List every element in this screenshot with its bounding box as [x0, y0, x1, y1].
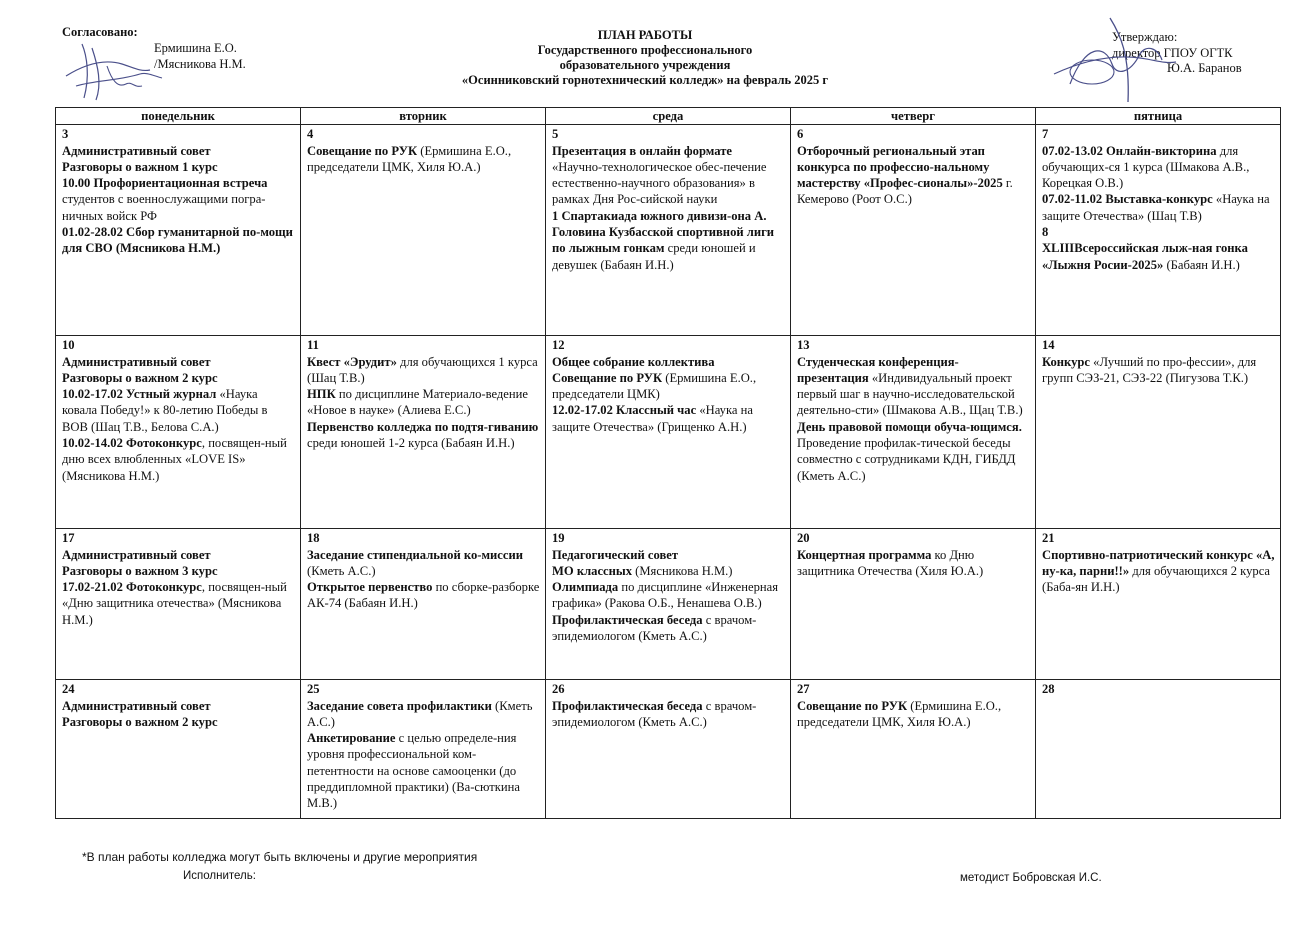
event-item: [1042, 547, 1275, 596]
event-item: [552, 547, 785, 563]
event-details: «Наука ковала Победу!» к 80-летию Победы в ВОВ (Шац Т.В., Белова С.А.): [62, 387, 268, 434]
event-item: [62, 579, 295, 628]
day-cell: [546, 529, 791, 680]
day-number: 14: [1042, 338, 1055, 353]
event-item: [552, 402, 785, 435]
event-title: НПК: [307, 387, 336, 402]
event-item: [1042, 240, 1275, 273]
event-title: 01.02-28.02 Сбор гуманитарной по-мощи для СВО (Мясникова Н.М.): [62, 225, 293, 256]
signature-left-icon: [62, 36, 172, 106]
day-cell: [546, 125, 791, 336]
day-cell: [56, 529, 301, 680]
event-item: [307, 579, 540, 612]
day-cell: [791, 680, 1036, 819]
event-item: [62, 563, 295, 579]
event-item: [797, 698, 1030, 731]
event-title: Административный совет: [62, 547, 211, 562]
day-number: 26: [552, 682, 565, 697]
event-title: День правовой помощи обуча-ющимся.: [797, 419, 1022, 434]
event-title: Совещание по РУК: [552, 370, 663, 385]
event-item: [307, 419, 540, 452]
day-cell: [791, 125, 1036, 336]
event-details: г. Кемерово (Роот О.С.): [797, 176, 1013, 207]
event-title: XLIIIВсероссийская лыж-ная гонка «Лыжня Росии-2025»: [1042, 241, 1248, 272]
event-item: [797, 143, 1030, 208]
event-details: «Индивидуальный проект первый шаг в научно-исследовательской деятельно-сти» (Шмакова А.В., Щац Т.В.): [797, 370, 1023, 418]
event-title: Административный совет: [62, 698, 211, 713]
event-title: Конкурс: [1042, 354, 1091, 369]
event-title: Разговоры о важном 3 курс: [62, 563, 218, 578]
event-title: Концертная программа: [797, 547, 932, 562]
event-details: , посвящен-ный дню всех влюбленных «LOVE IS» (Мясникова Н.М.): [62, 436, 287, 483]
day-number: 20: [797, 531, 810, 546]
event-details: для обучающихся 2 курса (Баба-ян И.Н.): [1042, 563, 1271, 595]
day-header: пятница: [1036, 108, 1281, 125]
event-title: Заседание совета профилактики: [307, 698, 492, 713]
week-row: [56, 336, 1281, 529]
day-cell: [301, 125, 546, 336]
event-item: [62, 175, 295, 224]
document-header: [380, 28, 910, 88]
event-title: Совещание по РУК: [797, 698, 908, 713]
event-item: [552, 143, 785, 208]
event-details: для обучающих-ся 1 курса (Шмакова А.В., Корецкая О.В.): [1042, 143, 1250, 191]
event-item: [307, 143, 540, 176]
event-item: [1042, 224, 1275, 240]
event-details: «Лучший по про-фессии», для групп СЭЗ-21, СЭЗ-22 (Пигузова Т.К.): [1042, 354, 1257, 385]
event-title: Совещание по РУК: [307, 143, 418, 158]
day-number: 12: [552, 338, 565, 353]
event-title: Олимпиада: [552, 580, 619, 595]
event-title: Квест «Эрудит»: [307, 354, 397, 369]
event-title: Разговоры о важном 2 курс: [62, 370, 218, 385]
days-header-row: [56, 108, 1281, 125]
day-number: 19: [552, 531, 565, 546]
event-title: Профилактическая беседа: [552, 698, 703, 713]
event-details: , посвящен-ный «Дню защитника отечества» (Мясникова Н.М.): [62, 580, 287, 627]
event-title: 07.02-11.02 Выставка-конкурс: [1042, 192, 1213, 207]
day-number: 7: [1042, 127, 1049, 142]
event-title: 10.00 Профориентационная встреча: [62, 176, 268, 191]
day-cell: [791, 529, 1036, 680]
event-item: [797, 547, 1030, 580]
event-details: (Бабаян И.Н.): [1163, 257, 1240, 272]
event-item: [62, 698, 295, 714]
signature-right-icon: [1050, 14, 1180, 106]
event-title: 8: [1042, 225, 1049, 240]
day-header: вторник: [301, 108, 546, 125]
event-item: [1042, 143, 1275, 192]
day-number: 13: [797, 338, 810, 353]
event-item: [797, 419, 1030, 484]
event-details: (Кметь А.С.): [307, 563, 376, 578]
event-item: [1042, 354, 1275, 387]
event-item: [552, 208, 785, 273]
event-details: «Наука на защите Отечества» (Шац Т.В): [1042, 192, 1270, 223]
event-details: среди юношей и девушек (Бабаян И.Н.): [552, 241, 756, 272]
day-number: 18: [307, 531, 320, 546]
event-details: с целью определе-ния уровня профессиональной ком-петентности на основе самооценки (до преддипломной практики) (Ва-сюткина М.В.): [307, 731, 520, 811]
executor-name: методист Бобровская И.С.: [960, 872, 1102, 884]
event-item: [62, 159, 295, 175]
day-header: понедельник: [56, 108, 301, 125]
event-details: (Ермишина Е.О., председатели ЦМК): [552, 370, 757, 402]
event-title: Первенство колледжа по подтя-гиванию: [307, 419, 539, 434]
event-item: [552, 579, 785, 612]
event-title: МО классных: [552, 563, 633, 578]
header-line4: «Осинниковский горнотехнический колледж» на февраль 2025 г: [461, 73, 829, 87]
week-row: [56, 125, 1281, 336]
event-item: [552, 563, 785, 579]
day-number: 4: [307, 127, 314, 142]
event-details: для обучающихся 1 курса (Шац Т.В.): [307, 354, 538, 385]
approval-right-line1: Утверждаю:: [1112, 30, 1178, 44]
event-title: Открытое первенство: [307, 580, 433, 595]
day-cell: [1036, 529, 1281, 680]
event-item: [552, 370, 785, 403]
event-title: Отборочный региональный этап конкурса по профессио-нальному мастерству «Профес-сионалы»-2025: [797, 143, 1003, 191]
approval-right-line3: Ю.А. Баранов: [1167, 61, 1242, 75]
event-details: с врачом-эпидемиологом (Кметь А.С.): [552, 698, 757, 729]
event-details: (Кметь А.С.): [307, 698, 533, 729]
event-item: [307, 386, 540, 419]
approval-left-name2: /Мясникова Н.М.: [154, 57, 246, 71]
event-title: Заседание стипендиальной ко-миссии: [307, 547, 523, 562]
event-title: 10.02-17.02 Устный журнал: [62, 387, 217, 402]
event-details: (Ермишина Е.О., председатели ЦМК, Хиля Ю.А.): [797, 698, 1002, 729]
event-item: [307, 698, 540, 731]
event-details: по дисциплине «Инженерная графика» (Ракова О.Б., Ненашева О.В.): [552, 580, 778, 611]
event-title: Презентация в онлайн формате: [552, 143, 732, 158]
event-title: 07.02-13.02 Онлайн-викторина: [1042, 143, 1217, 158]
event-details: с врачом-эпидемиологом (Кметь А.С.): [552, 612, 757, 644]
day-cell: [546, 336, 791, 529]
event-item: [552, 612, 785, 645]
day-header: среда: [546, 108, 791, 125]
event-title: 10.02-14.02 Фотоконкурс: [62, 436, 202, 451]
event-title: 17.02-21.02 Фотоконкурс: [62, 580, 202, 595]
event-details: по дисциплине Материало-ведение «Новое в науке» (Алиева Е.С.): [307, 387, 528, 418]
day-cell: [791, 336, 1036, 529]
event-item: [307, 547, 540, 580]
event-details: «Наука на защите Отечества» (Грищенко А.Н.): [552, 403, 753, 434]
event-title: Разговоры о важном 1 курс: [62, 159, 218, 174]
event-item: [797, 354, 1030, 419]
event-item: [62, 435, 295, 484]
event-item: [62, 714, 295, 730]
event-details: студентов с военнослужащими погра-ничных войск РФ: [62, 192, 266, 223]
event-details: ко Дню защитника Отечества (Хиля Ю.А.): [797, 547, 984, 578]
approval-left-title: Согласовано:: [62, 25, 138, 39]
day-cell: [1036, 336, 1281, 529]
event-item: [552, 354, 785, 370]
event-title: Профилактическая беседа: [552, 612, 703, 627]
event-details: (Мясникова Н.М.): [632, 563, 733, 578]
day-number: 28: [1042, 682, 1055, 697]
event-title: 1 Спартакиада южного дивизи-она А. Головина Кузбасской спортивной лиги по лыжным гонкам: [552, 208, 775, 256]
event-item: [62, 386, 295, 435]
event-item: [1042, 191, 1275, 224]
header-line2: Государственного профессионального: [537, 43, 753, 57]
event-item: [62, 354, 295, 370]
day-cell: [56, 125, 301, 336]
day-number: 21: [1042, 531, 1055, 546]
event-title: Студенческая конференция-презентация: [797, 354, 959, 385]
event-item: [552, 698, 785, 731]
day-number: 10: [62, 338, 75, 353]
event-item: [62, 547, 295, 563]
day-number: 17: [62, 531, 75, 546]
week-row: [56, 529, 1281, 680]
footer-note: *В план работы колледжа могут быть включены и другие мероприятия: [82, 850, 478, 864]
event-details: Проведение профилак-тической беседы совместно с сотрудниками КДН, ГИБДД (Кметь А.С.): [797, 436, 1016, 483]
event-details: (Ермишина Е.О., председатели ЦМК, Хиля Ю.А.): [307, 143, 512, 174]
day-cell: [301, 529, 546, 680]
event-title: Разговоры о важном 2 курс: [62, 714, 218, 729]
week-row: [56, 680, 1281, 819]
header-line3: образовательного учреждения: [559, 58, 731, 72]
day-cell: [1036, 680, 1281, 819]
event-item: [62, 143, 295, 159]
day-number: 11: [307, 338, 319, 353]
day-number: 6: [797, 127, 804, 142]
day-number: 27: [797, 682, 810, 697]
approval-right-line2: директор ГПОУ ОГТК: [1112, 45, 1233, 60]
day-cell: [56, 336, 301, 529]
event-item: [307, 730, 540, 811]
day-cell: [1036, 125, 1281, 336]
event-item: [307, 354, 540, 387]
header-line1: ПЛАН РАБОТЫ: [597, 28, 693, 42]
day-cell: [301, 336, 546, 529]
day-number: 5: [552, 127, 559, 142]
day-number: 3: [62, 127, 69, 142]
day-number: 25: [307, 682, 320, 697]
day-cell: [56, 680, 301, 819]
event-title: Спортивно-патриотический конкурс «А, ну-ка, парни!!»: [1042, 547, 1275, 578]
event-title: Административный совет: [62, 354, 211, 369]
event-title: Административный совет: [62, 143, 211, 158]
day-cell: [546, 680, 791, 819]
event-details: среди юношей 1-2 курса (Бабаян И.Н.): [307, 436, 515, 451]
event-details: «Научно-технологическое обес-печение естественно-научного образования» в рамках Дня Рос-сийской науки: [552, 159, 767, 207]
plan-table: [55, 107, 1281, 819]
event-item: [62, 370, 295, 386]
event-title: 12.02-17.02 Классный час: [552, 403, 697, 418]
event-item: [62, 224, 295, 257]
day-header: четверг: [791, 108, 1036, 125]
event-title: Педагогический совет: [552, 547, 679, 562]
event-title: Общее собрание коллектива: [552, 354, 715, 369]
approval-left-name1: Ермишина Е.О.: [154, 41, 237, 55]
event-details: по сборке-разборке АК-74 (Бабаян И.Н.): [307, 580, 540, 611]
day-number: 24: [62, 682, 75, 697]
executor-label: Исполнитель:: [183, 870, 256, 882]
day-cell: [301, 680, 546, 819]
event-title: Анкетирование: [307, 731, 396, 746]
